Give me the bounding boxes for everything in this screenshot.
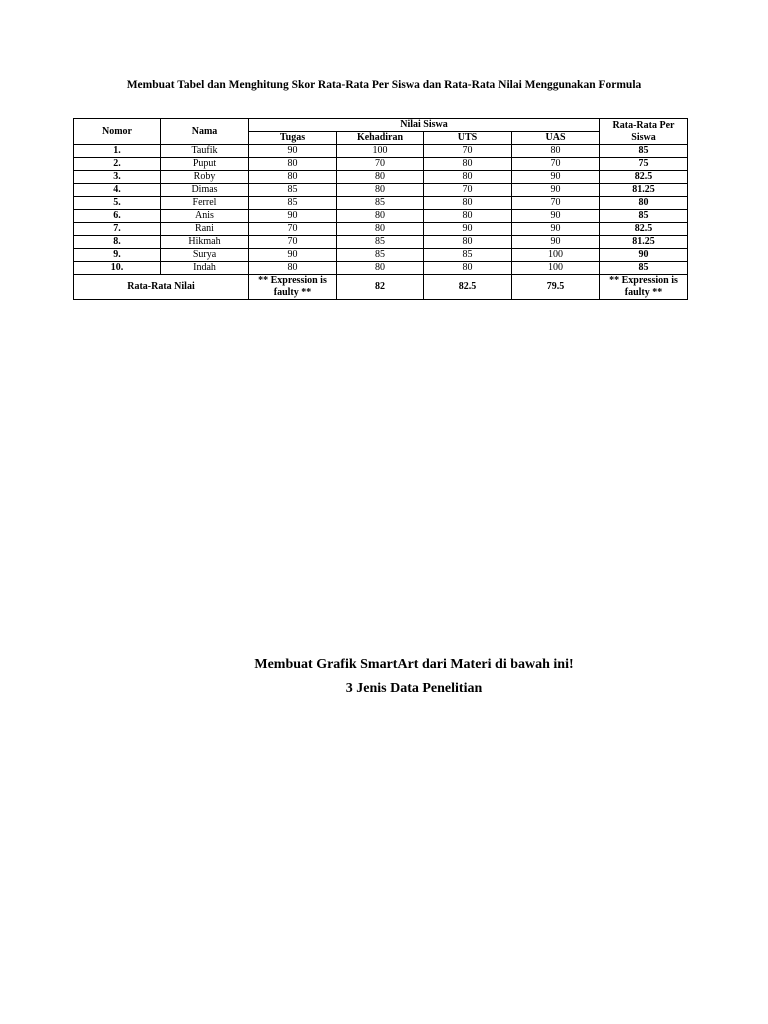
average-kehadiran: 82 — [337, 275, 424, 300]
table-row — [74, 223, 688, 236]
cell-nama: Anis — [161, 210, 249, 223]
cell-nama: Roby — [161, 171, 249, 184]
cell-rata: 80 — [600, 197, 688, 210]
grades-table — [73, 118, 688, 300]
cell-uts: 80 — [424, 197, 512, 210]
cell-nomor: 6. — [74, 210, 161, 223]
cell-nomor: 1. — [74, 145, 161, 158]
cell-tugas: 80 — [249, 262, 337, 275]
cell-tugas: 85 — [249, 197, 337, 210]
cell-kehadiran: 70 — [337, 158, 424, 171]
cell-uts: 85 — [424, 249, 512, 262]
table-row — [74, 236, 688, 249]
cell-uts: 80 — [424, 210, 512, 223]
cell-rata: 82.5 — [600, 171, 688, 184]
section-subheading: 3 Jenis Data Penelitian — [345, 681, 483, 696]
cell-kehadiran: 100 — [337, 145, 424, 158]
average-label: Rata-Rata Nilai — [74, 275, 249, 300]
cell-nomor: 3. — [74, 171, 161, 184]
cell-tugas: 90 — [249, 249, 337, 262]
cell-uas: 90 — [512, 171, 600, 184]
header-nama: Nama — [161, 119, 249, 145]
table-row — [74, 262, 688, 275]
cell-uas: 70 — [512, 158, 600, 171]
cell-nomor: 4. — [74, 184, 161, 197]
table-row — [74, 158, 688, 171]
table-row — [74, 145, 688, 158]
cell-kehadiran: 80 — [337, 171, 424, 184]
cell-tugas: 85 — [249, 184, 337, 197]
cell-kehadiran: 80 — [337, 210, 424, 223]
page-title: Membuat Tabel dan Menghitung Skor Rata-Rata Per Siswa dan Rata-Rata Nilai Menggunakan Formula — [126, 79, 642, 91]
header-uts: UTS — [424, 132, 512, 145]
cell-kehadiran: 85 — [337, 249, 424, 262]
cell-uas: 90 — [512, 184, 600, 197]
cell-uas: 70 — [512, 197, 600, 210]
cell-nama: Dimas — [161, 184, 249, 197]
cell-nama: Ferrel — [161, 197, 249, 210]
cell-nomor: 10. — [74, 262, 161, 275]
cell-uas: 80 — [512, 145, 600, 158]
cell-nama: Surya — [161, 249, 249, 262]
cell-nama: Hikmah — [161, 236, 249, 249]
table-row — [74, 184, 688, 197]
cell-tugas: 90 — [249, 210, 337, 223]
header-kehadiran: Kehadiran — [337, 132, 424, 145]
cell-uts: 80 — [424, 158, 512, 171]
cell-rata: 81.25 — [600, 236, 688, 249]
cell-kehadiran: 80 — [337, 262, 424, 275]
cell-uts: 80 — [424, 236, 512, 249]
cell-nomor: 9. — [74, 249, 161, 262]
header-nilai-siswa: Nilai Siswa — [249, 119, 600, 132]
cell-nama: Puput — [161, 158, 249, 171]
cell-uts: 90 — [424, 223, 512, 236]
table-row — [74, 171, 688, 184]
header-rata-per-siswa: Rata-Rata Per Siswa — [600, 119, 688, 145]
average-rata: ** Expression is faulty ** — [600, 275, 688, 300]
cell-tugas: 90 — [249, 145, 337, 158]
cell-uts: 80 — [424, 171, 512, 184]
table-row — [74, 197, 688, 210]
cell-rata: 90 — [600, 249, 688, 262]
average-row — [74, 275, 688, 300]
cell-rata: 85 — [600, 262, 688, 275]
cell-uts: 70 — [424, 145, 512, 158]
cell-nomor: 2. — [74, 158, 161, 171]
cell-uas: 90 — [512, 210, 600, 223]
cell-rata: 75 — [600, 158, 688, 171]
cell-nama: Taufik — [161, 145, 249, 158]
cell-kehadiran: 85 — [337, 197, 424, 210]
cell-uas: 100 — [512, 249, 600, 262]
cell-rata: 81.25 — [600, 184, 688, 197]
header-nomor: Nomor — [74, 119, 161, 145]
cell-nomor: 7. — [74, 223, 161, 236]
table-row — [74, 249, 688, 262]
cell-uas: 90 — [512, 223, 600, 236]
average-uas: 79.5 — [512, 275, 600, 300]
cell-kehadiran: 80 — [337, 223, 424, 236]
cell-nama: Indah — [161, 262, 249, 275]
average-uts: 82.5 — [424, 275, 512, 300]
table-row — [74, 210, 688, 223]
section-heading: Membuat Grafik SmartArt dari Materi di bawah ini! — [254, 657, 574, 672]
cell-tugas: 70 — [249, 236, 337, 249]
cell-uas: 90 — [512, 236, 600, 249]
cell-uts: 70 — [424, 184, 512, 197]
cell-rata: 85 — [600, 210, 688, 223]
cell-kehadiran: 85 — [337, 236, 424, 249]
cell-tugas: 80 — [249, 171, 337, 184]
cell-tugas: 80 — [249, 158, 337, 171]
cell-rata: 82.5 — [600, 223, 688, 236]
cell-rata: 85 — [600, 145, 688, 158]
cell-nomor: 8. — [74, 236, 161, 249]
cell-uas: 100 — [512, 262, 600, 275]
cell-tugas: 70 — [249, 223, 337, 236]
average-tugas: ** Expression is faulty ** — [249, 275, 337, 300]
header-row-top — [74, 119, 688, 132]
header-uas: UAS — [512, 132, 600, 145]
table-body — [74, 145, 688, 275]
cell-uts: 80 — [424, 262, 512, 275]
cell-kehadiran: 80 — [337, 184, 424, 197]
header-tugas: Tugas — [249, 132, 337, 145]
cell-nama: Rani — [161, 223, 249, 236]
cell-nomor: 5. — [74, 197, 161, 210]
